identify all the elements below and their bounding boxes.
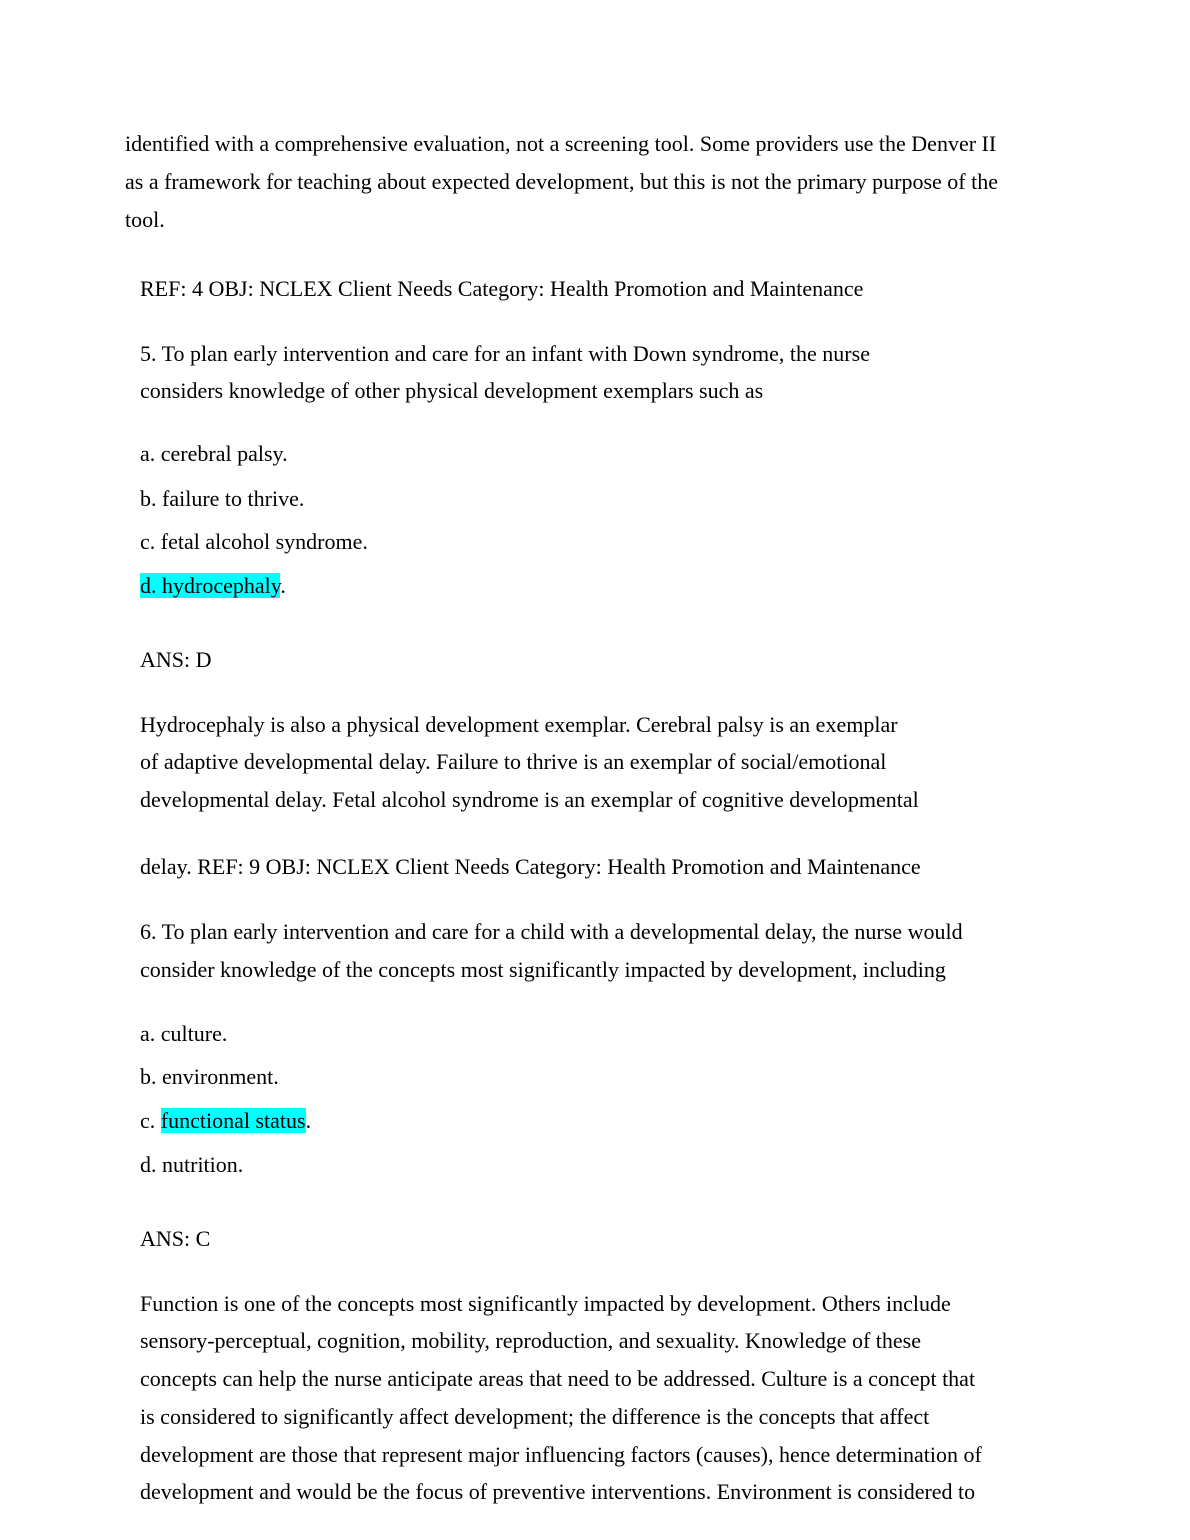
- q6-option-d: d. nutrition.: [140, 1152, 244, 1177]
- ref-q4: REF: 4 OBJ: NCLEX Client Needs Category: Health Promotion and Maintenance: [140, 276, 864, 301]
- q5-option-c: c. fetal alcohol syndrome.: [140, 529, 368, 554]
- q6-option-c-highlight: functional status: [160, 1108, 306, 1133]
- q5-option-d: [140, 573, 286, 599]
- q6-stem-line-2: consider knowledge of the concepts most significantly impacted by development, including: [140, 957, 946, 982]
- q5-stem-line-1: 5. To plan early intervention and care for an infant with Down syndrome, the nurse: [140, 341, 870, 366]
- q6-option-c-prefix: c.: [140, 1108, 161, 1133]
- q5-rationale-line-1: Hydrocephaly is also a physical development exemplar. Cerebral palsy is an exemplar: [140, 712, 898, 737]
- q6-rationale-line-1: Function is one of the concepts most significantly impacted by development. Others include: [140, 1291, 951, 1316]
- q6-answer: ANS: C: [140, 1226, 211, 1251]
- q6-rationale-line-6: development and would be the focus of preventive interventions. Environment is considered to: [140, 1479, 976, 1504]
- q6-option-c-tail: .: [305, 1108, 312, 1133]
- q6-rationale-line-4: is considered to significantly affect development; the difference is the concepts that affect: [140, 1404, 930, 1429]
- q5-stem-line-2: considers knowledge of other physical development exemplars such as: [140, 378, 764, 403]
- q5-rationale-line-2: of adaptive developmental delay. Failure to thrive is an exemplar of social/emotional: [140, 749, 887, 774]
- q6-stem-line-1: 6. To plan early intervention and care for a child with a developmental delay, the nurse would: [140, 919, 963, 944]
- q5-option-a: a. cerebral palsy.: [140, 441, 288, 466]
- q6-option-b: b. environment.: [140, 1064, 279, 1089]
- intro-line-3: tool.: [125, 207, 165, 232]
- q6-rationale-line-5: development are those that represent major influencing factors (causes), hence determination of: [140, 1442, 982, 1467]
- q6-option-a: a. culture.: [140, 1021, 228, 1046]
- q6-option-c: [140, 1108, 311, 1134]
- q6-rationale-line-3: concepts can help the nurse anticipate areas that need to be addressed. Culture is a concept that: [140, 1366, 976, 1391]
- q6-rationale-line-2: sensory-perceptual, cognition, mobility, reproduction, and sexuality. Knowledge of these: [140, 1328, 921, 1353]
- q5-answer: ANS: D: [140, 647, 212, 672]
- intro-line-2: as a framework for teaching about expected development, but this is not the primary purpose of the: [125, 169, 999, 194]
- q5-rationale-line-4: delay. REF: 9 OBJ: NCLEX Client Needs Category: Health Promotion and Maintenance: [140, 854, 921, 879]
- q5-option-b: b. failure to thrive.: [140, 486, 305, 511]
- intro-line-1: identified with a comprehensive evaluation, not a screening tool. Some providers use the Denver II: [125, 131, 997, 156]
- q5-option-d-tail: .: [280, 573, 286, 598]
- q5-rationale-line-3: developmental delay. Fetal alcohol syndrome is an exemplar of cognitive developmental: [140, 787, 919, 812]
- q5-option-d-highlight: d. hydrocephaly: [140, 573, 281, 598]
